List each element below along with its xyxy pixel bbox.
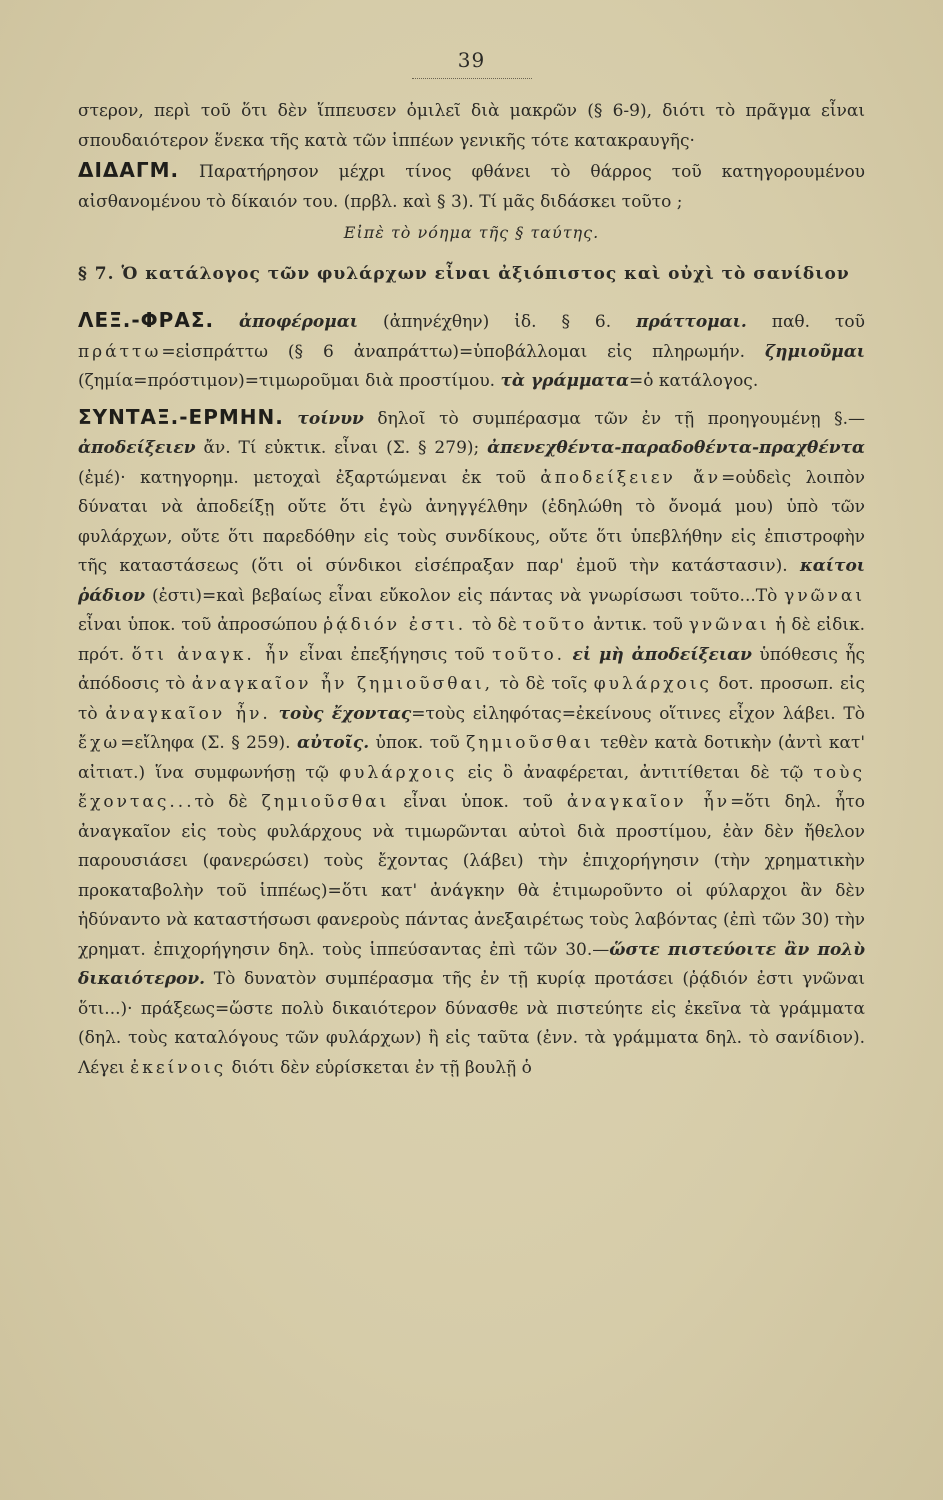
lexeis-text: =εἰσπράττω (§ 6 ἀναπράττω)=ὑποβάλλομαι εἰς πληρωμήν. — [161, 341, 746, 362]
syntax-text: =ὅτι δηλ. ἦτο ἀναγκαῖον εἰς τοὺς φυλάρχους νὰ τιμωρῶνται αὐτοὶ διὰ προστίμου, ἐὰν δὲν ἤθελον παρουσιάσει (φανερώσει) τοὺς ἔχοντας (λάβει) τὴν ἐπιχορήγησιν (τὴν χρηματικὴν προκαταβολὴν τοῦ ἱππέως)=ὅτι κατ' ἀνάγκην θὰ ἐτιμωροῦντο οἱ φύλαρχοι ἂν δὲν ἠδύναντο νὰ καταστήσωσι φανεροὺς πάντας ἀνεξαιρέτως τοὺς λαβόντας (ἐπὶ τῶν 30) τὴν χρηματ. ἐπιχορήγησιν δηλ. τοὺς ἱππεύσαντας ἐπὶ τῶν 30.— — [78, 792, 865, 960]
syntax-text: Τὸ δυνατὸν συμπέρασμα τῆς ἐν τῇ κυρίᾳ προτάσει (ῥᾴδιόν ἐστι γνῶναι ὅτι...)· πράξεως=ὥστε πολὺ δικαιότερον δύνασθε νὰ πιστεύητε εἰς ἐκεῖνα τὰ γράμματα (δηλ. τοὺς καταλόγους τῶν φυλάρχων) ἢ εἰς ταῦτα (ἐνν. τὰ γράμματα δηλ. τὸ σανίδιον). Λέγει — [78, 969, 866, 1078]
syntax-term: καίτοι ῥάδιον — [78, 556, 866, 606]
syntax-text: τὸ δὲ — [194, 792, 248, 812]
lexeis-term: ζημιοῦμαι — [765, 341, 865, 362]
syntax-spaced: ἀναγκαῖον ἦν — [566, 792, 731, 812]
lexeis-text: =ὁ κατάλογος. — [629, 371, 759, 391]
syntax-spaced: τοὺς ἔχοντας... — [78, 762, 866, 812]
syntax-spaced: ἐκείνοις — [130, 1057, 227, 1078]
lexeis-spaced: πράττω — [78, 341, 162, 362]
paragraph-didagma — [78, 156, 865, 217]
syntax-spaced: τοῦτο. — [492, 644, 566, 665]
syntax-spaced: τοῦτο — [522, 615, 588, 635]
syntax-text: διότι δὲν εὑρίσκεται ἐν τῇ βουλῇ ὁ — [231, 1057, 532, 1078]
lexeis-term: τὰ γράμματα — [500, 371, 630, 391]
syntax-text: εἶναι ὑποκ. τοῦ — [403, 792, 553, 812]
header-rule — [412, 78, 532, 79]
syntax-spaced: φυλάρχοις — [593, 674, 712, 694]
paragraph-intro: στερον, περὶ τοῦ ὅτι δὲν ἵππευσεν ὁμιλεῖ διὰ μακρῶν (§ 6-9), διότι τὸ πρᾶγμα εἶναι σπουδαιότερον ἕνεκα τῆς κατὰ τῶν ἱππέων γενικῆς τότε κατακραυγῆς· — [78, 101, 865, 151]
syntax-spaced: ὅτι ἀναγκ. ἦν — [131, 644, 292, 665]
paragraph-syntax — [78, 403, 865, 1084]
syntax-text: ἀντικ. τοῦ — [593, 615, 683, 635]
syntax-spaced: γνῶναι — [688, 615, 770, 635]
syntax-spaced: γνῶναι — [784, 585, 866, 606]
lexeis-term: πράττομαι. — [636, 312, 747, 332]
syntax-term: ἀποδείξειεν — [78, 438, 196, 458]
lexeis-text: παθ. τοῦ — [771, 312, 865, 332]
syntax-term: ἀπενεχθέντα-παραδοθέντα-πραχθέντα — [487, 438, 866, 458]
syntax-text: (ἐστι)=καὶ βεβαίως εἶναι εὔκολον εἰς πάντας νὰ γνωρίσωσι τοῦτο...Τὸ — [151, 585, 778, 606]
syntax-spaced: ἀποδείξειεν ἄν — [540, 467, 722, 488]
syntax-text: τὸ δὲ — [471, 615, 517, 635]
lexeis-text: (ζημία=πρόστιμον)=τιμωροῦμαι διὰ προστίμου. — [78, 371, 496, 391]
lexeis-term: ἀποφέρομαι — [239, 312, 359, 332]
syntax-text: εἶναι ἐπεξήγησις τοῦ — [299, 644, 485, 665]
syntax-spaced: ἀναγκαῖον ἦν. — [105, 703, 271, 724]
syntax-term: αὐτοῖς. — [296, 733, 370, 753]
syntax-term: τοίνυν — [297, 408, 364, 429]
syntax-text: δηλοῖ τὸ συμπέρασμα τῶν ἐν τῇ προηγουμένῃ §.— — [377, 408, 865, 429]
syntax-text: =οὐδεὶς λοιπὸν δύναται νὰ ἀποδείξῃ οὔτε ὅτι ἐγὼ ἀνηγγέλθην (ἐδηλώθη τὸ ὄνομά μου) ὑπὸ τῶν φυλάρχων, οὔτε ὅτι παρεδόθην εἰς τοὺς συνδίκους, οὔτε ὅτι ὑπεβλήθην εἰς ἐπιστροφὴν τῆς καταστάσεως (ὅτι οἱ σύνδικοι εἰσέπραξαν παρ' ἐμοῦ τὴν κατάστασιν). — [78, 467, 865, 576]
section-title: § 7. Ὁ κατάλογος τῶν φυλάρχων εἶναι ἀξιόπιστος καὶ οὐχὶ τὸ σανίδιον — [78, 264, 850, 284]
didagma-text: Παρατήρησον μέχρι τίνος φθάνει τὸ θάρρος τοῦ κατηγορουμένου αἰσθανομένου τὸ δίκαιόν του. (πρβλ. καὶ § 3). Τί μᾶς διδάσκει τοῦτο ; — [78, 162, 866, 212]
syntax-text: τὸ δὲ τοῖς — [499, 674, 588, 694]
syntax-text: ἄν. Τί εὐκτικ. εἶναι (Σ. § 279); — [203, 438, 480, 458]
lexeis-heading: ΛΕΞ.-ΦΡΑΣ. — [78, 308, 215, 332]
syntax-term: εἰ μὴ ἀποδείξειαν — [572, 644, 752, 665]
syntax-heading: ΣΥΝΤΑΞ.-ΕΡΜΗΝ. — [78, 404, 284, 429]
syntax-text: ὑποκ. τοῦ — [375, 733, 460, 753]
syntax-text: =εἴληφα (Σ. § 259). — [120, 733, 291, 753]
syntax-text: ὑπόθεσις ἧς ἀπόδοσις τὸ — [78, 644, 866, 694]
syntax-text: =τοὺς εἰληφότας=ἐκείνους οἵτινες εἶχον λάβει. Τὸ — [411, 703, 865, 724]
syntax-term: τοὺς ἔχοντας — [278, 703, 412, 724]
syntax-text: (ἐμέ)· κατηγορημ. μετοχαὶ ἐξαρτώμεναι ἐκ τοῦ — [78, 467, 526, 488]
syntax-text: εἶναι ὑποκ. τοῦ ἀπροσώπου — [78, 615, 318, 635]
syntax-spaced: ζημιοῦσθαι — [466, 733, 594, 753]
syntax-spaced: ζημιοῦσθαι — [261, 792, 390, 812]
syntax-spaced: ἔχω — [78, 733, 121, 753]
syntax-text: εἰς ὃ ἀναφέρεται, ἀντιτίθεται δὲ τῷ — [467, 762, 804, 783]
syntax-term: ὥστε πιστεύοιτε ἂν πολὺ δικαιότερον. — [78, 939, 865, 989]
lexeis-text: (ἀπηνέχθην) ἰδ. § 6. — [382, 312, 612, 332]
instruction-line: Εἰπὲ τὸ νόημα τῆς § ταύτης. — [343, 223, 600, 242]
didagma-heading: ΔΙΔΑΓΜ. — [78, 158, 180, 182]
paragraph-lexeis — [78, 306, 865, 397]
syntax-spaced: φυλάρχοις — [339, 762, 458, 783]
syntax-text: τεθὲν κατὰ δοτικὴν (ἀντὶ κατ' αἰτιατ.) ἵνα συμφωνήσῃ τῷ — [78, 733, 866, 783]
syntax-spaced: ῥᾴδιόν ἐστι. — [323, 615, 467, 635]
syntax-text: δοτ. προσωπ. εἰς τὸ — [78, 674, 866, 724]
syntax-spaced: ἀναγκαῖον ἦν ζημιοῦσθαι, — [191, 674, 494, 694]
page-number: 39 — [457, 48, 486, 72]
syntax-text: ἡ δὲ εἰδικ. πρότ. — [78, 615, 866, 665]
